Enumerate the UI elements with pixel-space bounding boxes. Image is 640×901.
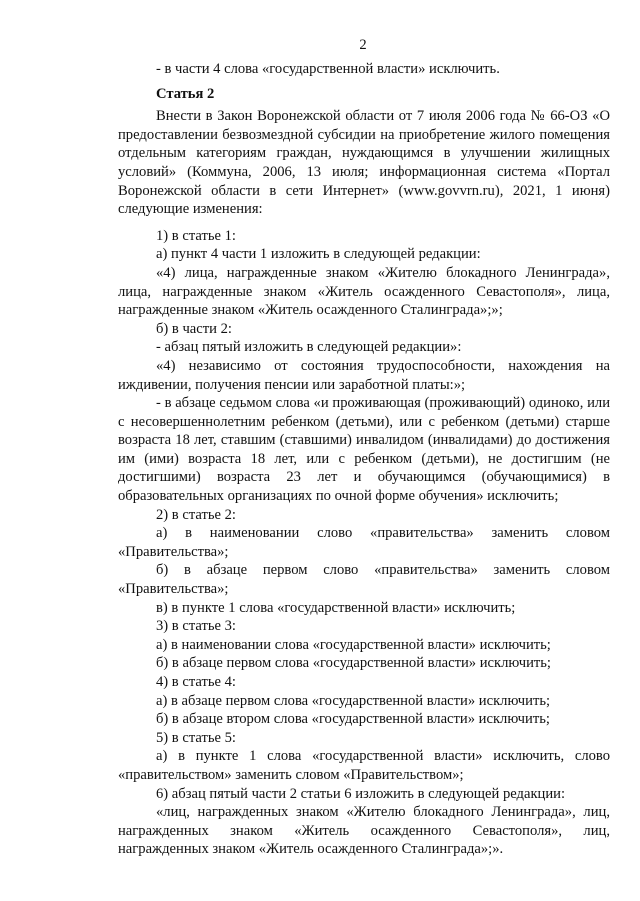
- list-item: - в абзаце седьмом слова «и проживающая (проживающий) одиноко, или с несовершеннолетним ребенком (детьми), или с ребенком (детьми) старше возраста 18 лет, ставшим (ставшими) инвалидом (инвалидами) до достижения им (ими) возраста 18 лет, или с ребенком (детьми), не достигшим (не достигшими) возраста 23 лет и обучающимся (обучающимися) в образовательных организациях по очной форме обучения» исключить;: [118, 395, 610, 505]
- document-body: [118, 60, 610, 859]
- article-title: Статья 2: [156, 85, 215, 102]
- list-item: а) в пункте 1 слова «государственной власти» исключить, слово «правительством» заменить словом «Правительством»;: [118, 748, 610, 783]
- list-item: 5) в статье 5:: [156, 729, 236, 746]
- list-item: «лиц, награжденных знаком «Жителю блокадного Ленинграда», лиц, награжденных знаком «Житель осажденного Севастополя», лиц, награжденных знаком «Житель осажденного Сталинграда»;».: [118, 804, 610, 858]
- list-item: «4) независимо от состояния трудоспособности, нахождения на иждивении, получения пенсии или заработной платы:»;: [118, 357, 610, 393]
- paragraph-preamble: Внести в Закон Воронежской области от 7 июля 2006 года № 66-ОЗ «О предоставлении безвозмездной субсидии на приобретение жилого помещения отдельным категориям граждан, нуждающимся в улучшении жилищных условий» (Коммуна, 2006, 13 июля; информационная система «Портал Воронежской области в сети Интернет» (www.govvrn.ru), 2021, 1 июня) следующие изменения:: [118, 108, 610, 218]
- list-item: 6) абзац пятый части 2 статьи 6 изложить в следующей редакции:: [156, 785, 566, 802]
- list-item: «4) лица, награжденные знаком «Жителю блокадного Ленинграда», лица, награжденные знаком «Житель осажденного Севастополя», лица, награжденные знаком «Житель осажденного Сталинграда»;»;: [118, 264, 610, 319]
- list-item: 2) в статье 2:: [156, 506, 236, 523]
- list-item: а) в наименовании слова «государственной власти» исключить;: [156, 636, 551, 653]
- list-item: б) в абзаце первом слово «правительства» заменить словом «Правительства»;: [118, 562, 610, 598]
- list-item: 3) в статье 3:: [156, 618, 236, 635]
- list-item: 4) в статье 4:: [156, 674, 236, 690]
- list-item: б) в абзаце втором слова «государственной власти» исключить;: [156, 711, 550, 728]
- list-item: а) в наименовании слово «правительства» заменить словом «Правительства»;: [118, 525, 610, 560]
- list-item: б) в части 2:: [156, 320, 232, 337]
- page-number: 2: [359, 37, 367, 53]
- list-item: б) в абзаце первом слова «государственной власти» исключить;: [156, 655, 551, 672]
- list-item: а) пункт 4 части 1 изложить в следующей редакции:: [156, 246, 481, 263]
- list-item: - абзац пятый изложить в следующей редакции»:: [156, 339, 462, 356]
- paragraph-intro: - в части 4 слова «государственной власти» исключить.: [156, 61, 500, 77]
- list-item: в) в пункте 1 слова «государственной власти» исключить;: [156, 599, 516, 616]
- list-item: а) в абзаце первом слова «государственной власти» исключить;: [156, 692, 551, 709]
- list-item: 1) в статье 1:: [156, 227, 236, 244]
